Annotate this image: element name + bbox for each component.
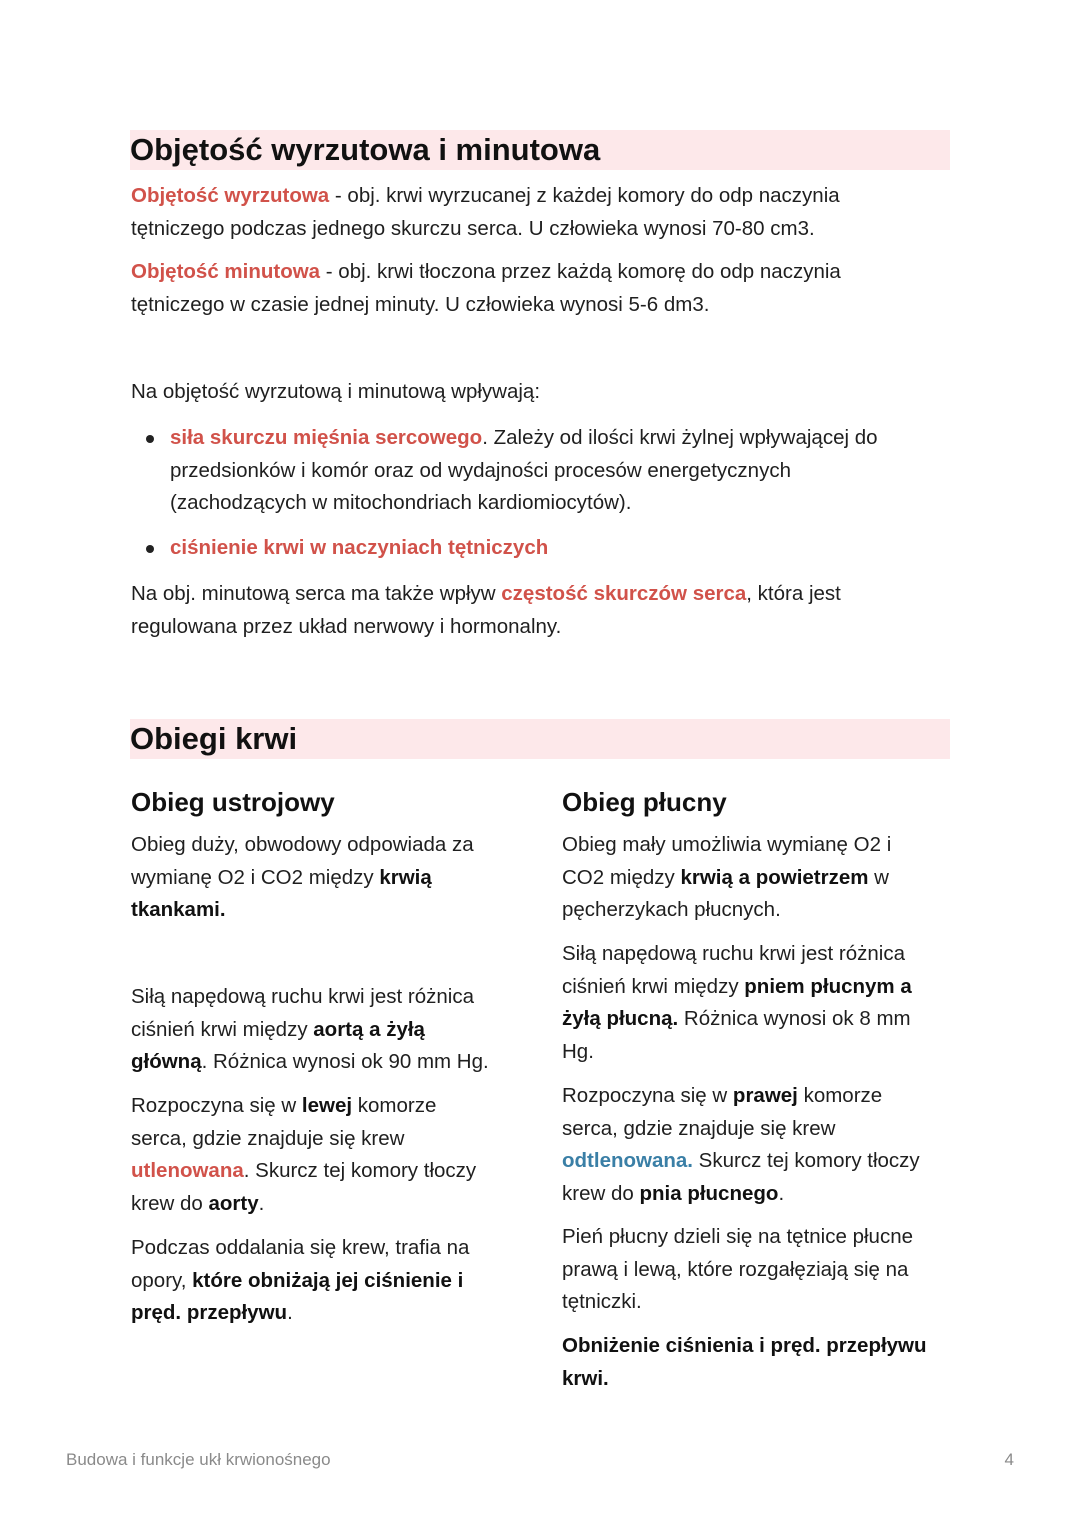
right-paragraph-b: Siłą napędową ruchu krwi jest różnica ciśnień krwi między pniem płucnym a żyłą płucną. Różnica wynosi ok 8 mm Hg. (562, 942, 912, 1063)
section-title-volume: Objętość wyrzutowa i minutowa (130, 130, 950, 170)
left-paragraph-a: Obieg duży, obwodowy odpowiada za wymianę O2 i CO2 między krwią tkankami. (131, 833, 474, 921)
heading-systemic-circulation: Obieg ustrojowy (131, 787, 335, 817)
left-paragraph-b: Siłą napędową ruchu krwi jest różnica ciśnień krwi między aortą a żyłą główną. Różnica wynosi ok 90 mm Hg. (131, 985, 489, 1073)
paragraph-heart-rate: Na obj. minutową serca ma także wpływ częstość skurczów serca, która jest regulowana przez układ nerwowy i hormonalny. (131, 582, 841, 638)
paragraph-stroke-volume: Objętość wyrzutowa - obj. krwi wyrzucanej z każdej komory do odp naczynia tętniczego podczas jednego skurczu serca. U człowieka wynosi 70-80 cm3. (131, 184, 840, 240)
bullet-item-pressure: ciśnienie krwi w naczyniach tętniczych (170, 536, 549, 559)
right-paragraph-a: Obieg mały umożliwia wymianę O2 i CO2 między krwią a powietrzem w pęcherzykach płucnych. (562, 833, 892, 921)
footer-page-number: 4 (1004, 1450, 1014, 1469)
term-minute-volume: Objętość minutowa (131, 260, 321, 283)
intro-text: Na objętość wyrzutową i minutową wpływają: (131, 380, 541, 403)
right-paragraph-e: Obniżenie ciśnienia i pręd. przepływu krwi. (562, 1334, 927, 1390)
term-stroke-volume: Objętość wyrzutowa (131, 184, 330, 207)
bullet-item-contraction: siła skurczu mięśnia sercowego. Zależy od ilości krwi żylnej wpływającej do przedsionków i komór oraz od wydajności procesów energetycznych (zachodzących w mitochondriach kardiomiocytów). (170, 426, 878, 514)
section-title-circulation: Obiegi krwi (130, 719, 950, 759)
right-paragraph-c: Rozpoczyna się w prawej komorze serca, gdzie znajduje się krew odtlenowana. Skurcz tej komory tłoczy krew do pnia płucnego. (562, 1084, 920, 1205)
left-paragraph-d: Podczas oddalania się krew, trafia na opory, które obniżają jej ciśnienie i pręd. przepływu. (131, 1236, 470, 1324)
right-paragraph-d: Pień płucny dzieli się na tętnice płucne prawą i lewą, które rozgałęziają się na tętniczki. (562, 1225, 913, 1313)
footer-document-title: Budowa i funkcje ukł krwionośnego (66, 1450, 331, 1469)
bullet-icon (146, 545, 154, 553)
paragraph-minute-volume: Objętość minutowa - obj. krwi tłoczona przez każdą komorę do odp naczynia tętniczego w czasie jednej minuty. U człowieka wynosi 5-6 dm3. (131, 260, 841, 316)
bullet-icon (146, 435, 154, 443)
left-paragraph-c: Rozpoczyna się w lewej komorze serca, gdzie znajduje się krew utlenowana. Skurcz tej komory tłoczy krew do aorty. (131, 1094, 477, 1215)
heading-pulmonary-circulation: Obieg płucny (562, 787, 727, 817)
